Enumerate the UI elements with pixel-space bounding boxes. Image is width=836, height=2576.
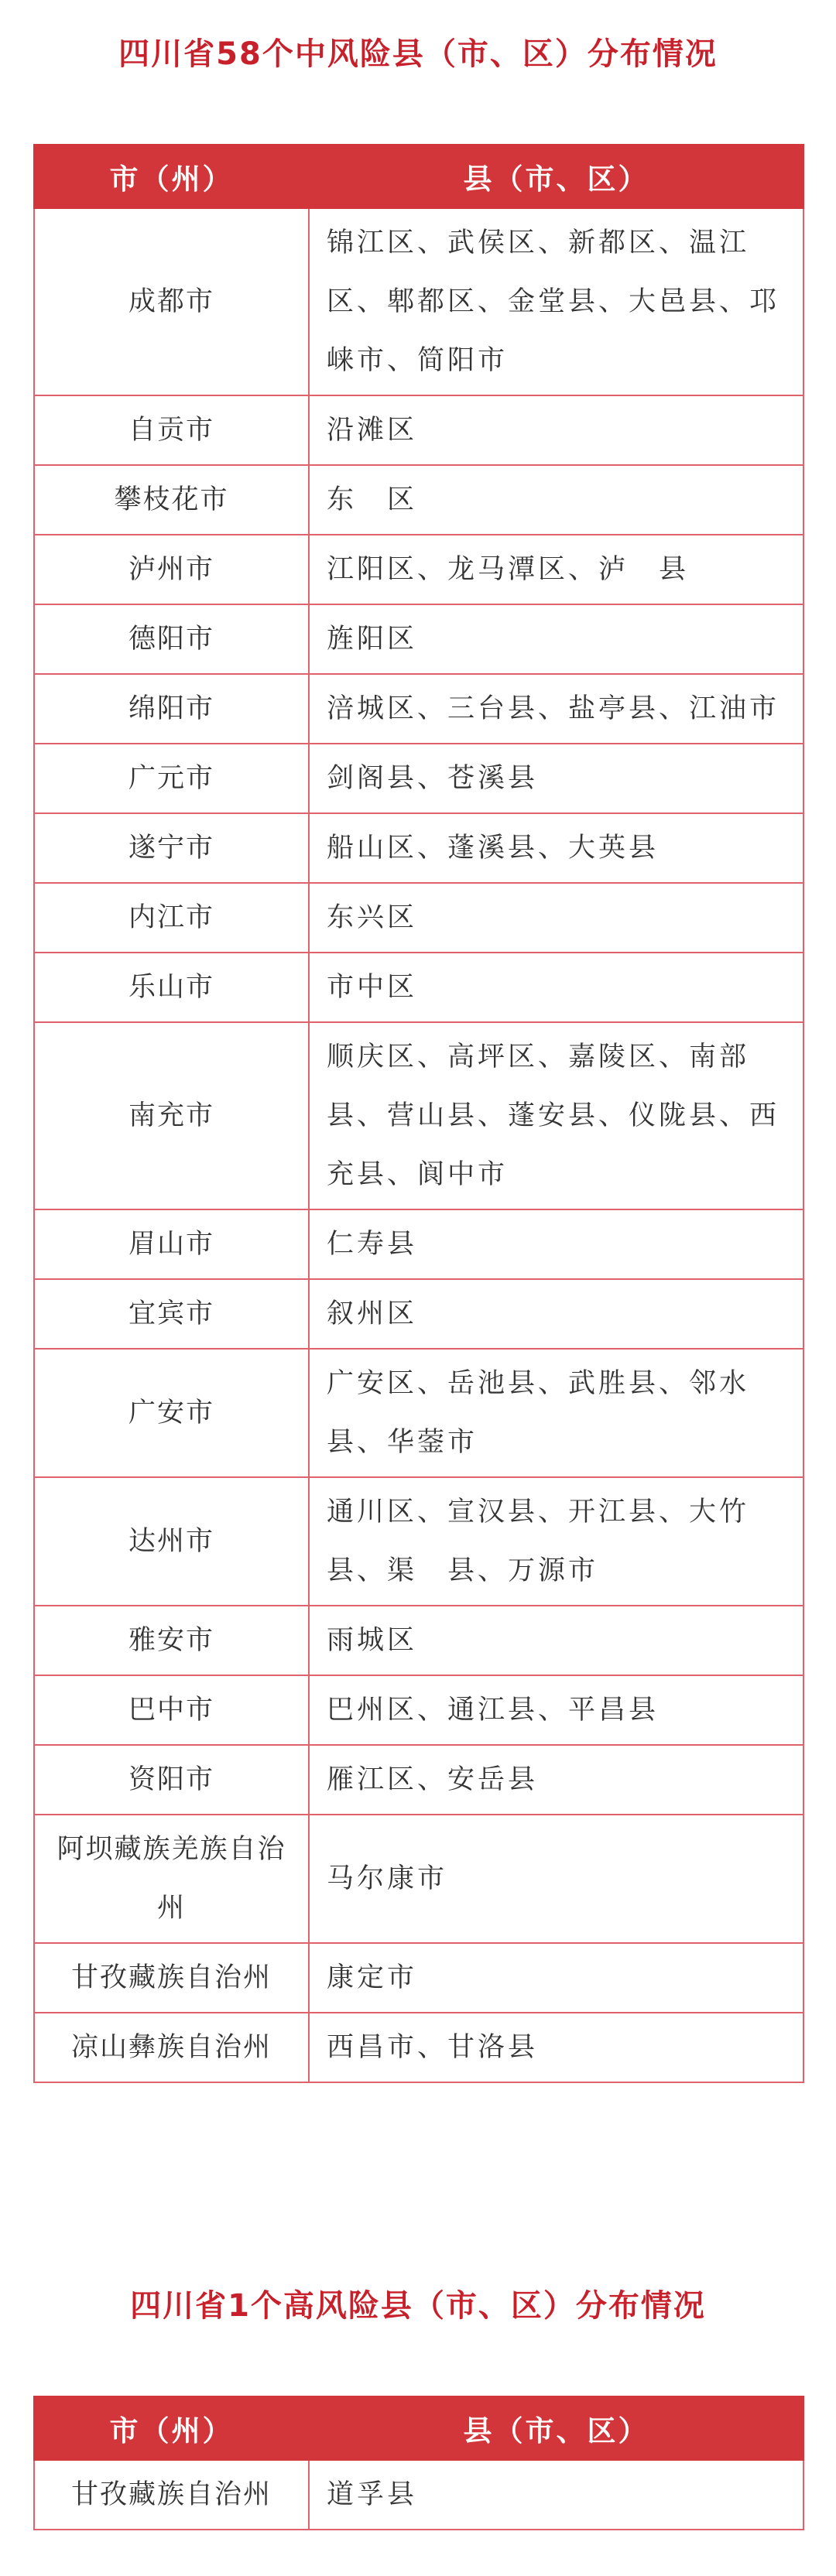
counties-cell: 广安区、岳池县、武胜县、邻水县、华蓥市: [309, 1349, 803, 1477]
table-row: [34, 674, 803, 744]
table-header-row: [34, 145, 803, 208]
counties-cell: 通川区、宣汉县、开江县、大竹县、渠 县、万源市: [309, 1477, 803, 1606]
table-row: [34, 208, 803, 395]
city-cell: 广安市: [34, 1349, 309, 1477]
city-cell: 凉山彝族自治州: [34, 2013, 309, 2082]
counties-cell: 叙州区: [309, 1279, 803, 1349]
city-cell: 广元市: [34, 744, 309, 813]
table-row: [34, 1209, 803, 1279]
table-row: [34, 883, 803, 953]
city-cell: 南充市: [34, 1022, 309, 1209]
counties-cell: 锦江区、武侯区、新都区、温江区、郫都区、金堂县、大邑县、邛崃市、简阳市: [309, 208, 803, 395]
counties-cell: 涪城区、三台县、盐亭县、江油市: [309, 674, 803, 744]
table-row: [34, 1943, 803, 2013]
section-2-title: 四川省1个高风险县（市、区）分布情况: [130, 2288, 706, 2324]
city-cell: 成都市: [34, 208, 309, 395]
table-row: [34, 2460, 803, 2530]
counties-cell: 仁寿县: [309, 1209, 803, 1279]
city-cell: 眉山市: [34, 1209, 309, 1279]
counties-cell: 顺庆区、高坪区、嘉陵区、南部县、营山县、蓬安县、仪陇县、西充县、阆中市: [309, 1022, 803, 1209]
city-cell: 绵阳市: [34, 674, 309, 744]
city-cell: 乐山市: [34, 953, 309, 1022]
table-row: [34, 744, 803, 813]
table-row: [34, 535, 803, 604]
counties-cell: 船山区、蓬溪县、大英县: [309, 813, 803, 883]
city-cell: 阿坝藏族羌族自治州: [34, 1815, 309, 1943]
column-header-city: 市（州）: [34, 2396, 309, 2460]
city-cell: 巴中市: [34, 1675, 309, 1745]
table-row: [34, 1815, 803, 1943]
counties-cell: 西昌市、甘洛县: [309, 2013, 803, 2082]
counties-cell: 东 区: [309, 465, 803, 535]
city-cell: 泸州市: [34, 535, 309, 604]
table-row: [34, 1675, 803, 1745]
table-row: [34, 1477, 803, 1606]
city-cell: 遂宁市: [34, 813, 309, 883]
table-row: [34, 1022, 803, 1209]
counties-cell: 巴州区、通江县、平昌县: [309, 1675, 803, 1745]
table-header-row: [34, 2396, 803, 2460]
high-risk-table: [33, 2396, 804, 2530]
column-header-city: 市（州）: [34, 145, 309, 208]
city-cell: 攀枝花市: [34, 465, 309, 535]
counties-cell: 道孚县: [309, 2460, 803, 2530]
city-cell: 雅安市: [34, 1606, 309, 1675]
counties-cell: 东兴区: [309, 883, 803, 953]
table-row: [34, 1606, 803, 1675]
city-cell: 甘孜藏族自治州: [34, 2460, 309, 2530]
counties-cell: 沿滩区: [309, 395, 803, 465]
column-header-counties: 县（市、区）: [309, 2396, 803, 2460]
table-row: [34, 2013, 803, 2082]
table-row: [34, 395, 803, 465]
counties-cell: 剑阁县、苍溪县: [309, 744, 803, 813]
table-row: [34, 1279, 803, 1349]
medium-risk-table: [33, 144, 804, 2083]
table-row: [34, 953, 803, 1022]
city-cell: 达州市: [34, 1477, 309, 1606]
city-cell: 德阳市: [34, 604, 309, 674]
city-cell: 资阳市: [34, 1745, 309, 1815]
counties-cell: 旌阳区: [309, 604, 803, 674]
city-cell: 宜宾市: [34, 1279, 309, 1349]
section-1-title: 四川省58个中风险县（市、区）分布情况: [118, 36, 718, 72]
table-row: [34, 604, 803, 674]
counties-cell: 马尔康市: [309, 1815, 803, 1943]
counties-cell: 雨城区: [309, 1606, 803, 1675]
city-cell: 甘孜藏族自治州: [34, 1943, 309, 2013]
table-row: [34, 813, 803, 883]
counties-cell: 市中区: [309, 953, 803, 1022]
counties-cell: 江阳区、龙马潭区、泸 县: [309, 535, 803, 604]
table-row: [34, 1349, 803, 1477]
city-cell: 自贡市: [34, 395, 309, 465]
counties-cell: 雁江区、安岳县: [309, 1745, 803, 1815]
table-row: [34, 1745, 803, 1815]
counties-cell: 康定市: [309, 1943, 803, 2013]
column-header-counties: 县（市、区）: [309, 145, 803, 208]
table-row: [34, 465, 803, 535]
city-cell: 内江市: [34, 883, 309, 953]
